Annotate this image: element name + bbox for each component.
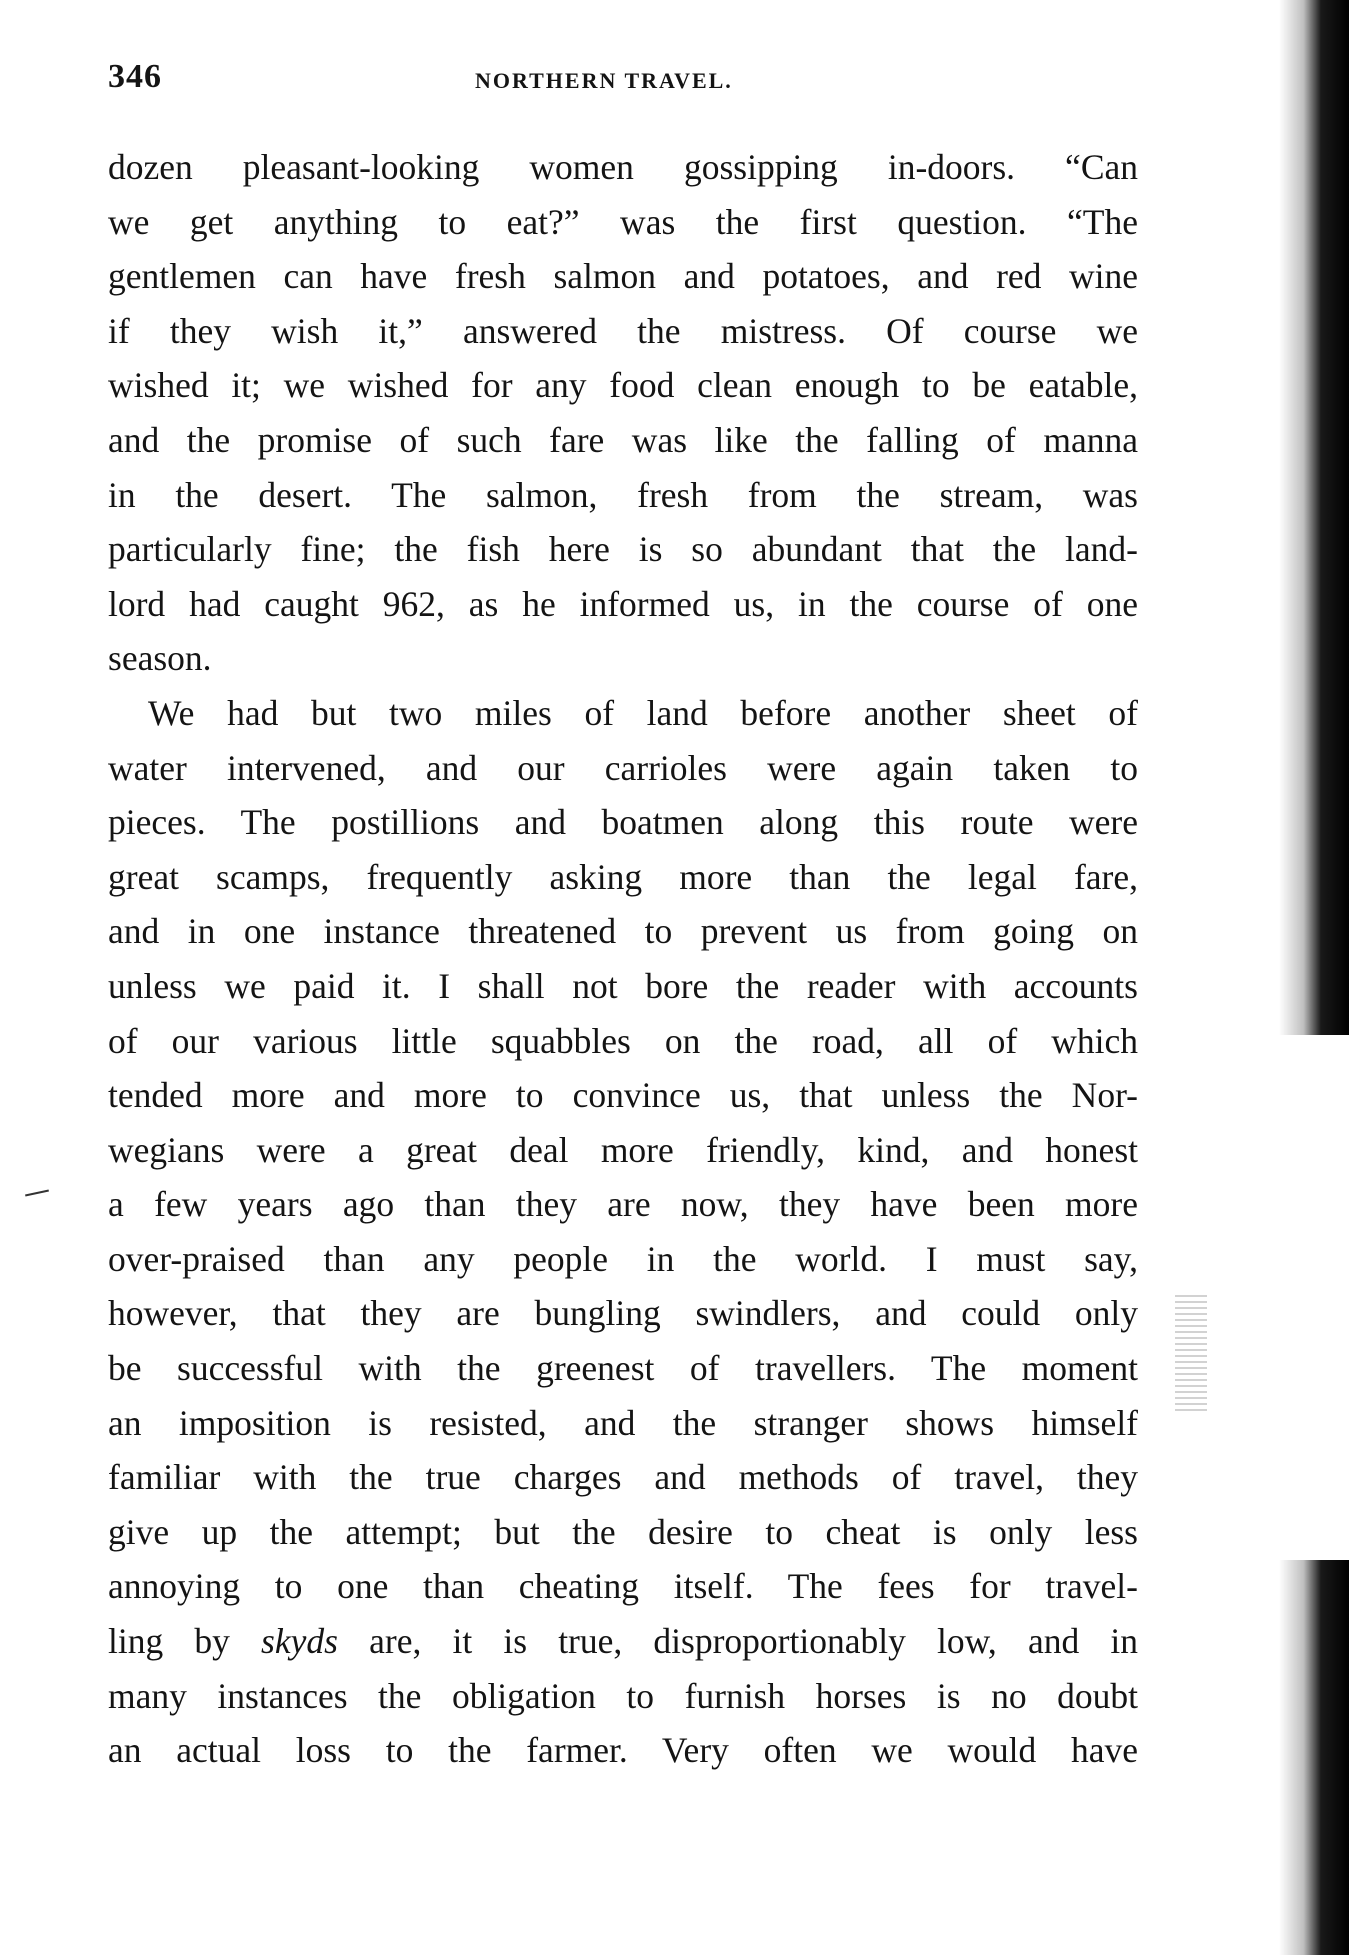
text-line: however, that they are bungling swindlers, and could only bbox=[108, 1293, 1138, 1334]
text-line: and the promise of such fare was like the falling of manna bbox=[108, 419, 1138, 460]
text-line: wegians were a great deal more friendly, kind, and honest bbox=[108, 1129, 1138, 1170]
text-line: wished it; we wished for any food clean enough to be eatable, bbox=[108, 365, 1138, 406]
text-line: we get anything to eat?” was the first question. “The bbox=[108, 201, 1138, 242]
scan-speckle bbox=[1175, 1295, 1207, 1415]
text-line: lord had caught 962, as he informed us, in the course of one bbox=[108, 583, 1138, 624]
text-line: and in one instance threatened to prevent us from going on bbox=[108, 911, 1138, 952]
italic-term-skyds: skyds bbox=[261, 1621, 338, 1662]
scan-shadow-edge-upper bbox=[1279, 0, 1349, 1035]
text-line: over-praised than any people in the world. I must say, bbox=[108, 1238, 1138, 1279]
paragraph-end-line: season. bbox=[108, 638, 212, 679]
body-text bbox=[108, 140, 1138, 1778]
text-line: be successful with the greenest of travellers. The moment bbox=[108, 1348, 1138, 1389]
text-line: tended more and more to convince us, that unless the Nor- bbox=[108, 1075, 1138, 1116]
text-line: great scamps, frequently asking more than the legal fare, bbox=[108, 856, 1138, 897]
paragraph-start-line: We had but two miles of land before another sheet of bbox=[148, 692, 1138, 733]
line-segment: are, it is true, disproportionably low, and in bbox=[337, 1621, 1138, 1662]
text-line: gentlemen can have fresh salmon and potatoes, and red wine bbox=[108, 256, 1138, 297]
page-number: 346 bbox=[108, 58, 162, 95]
text-line: unless we paid it. I shall not bore the reader with accounts bbox=[108, 965, 1138, 1006]
text-line: if they wish it,” answered the mistress. Of course we bbox=[108, 310, 1138, 351]
text-line: of our various little squabbles on the road, all of which bbox=[108, 1020, 1138, 1061]
text-line: pieces. The postillions and boatmen along this route were bbox=[108, 802, 1138, 843]
running-title: NORTHERN TRAVEL. bbox=[475, 68, 733, 93]
text-line: in the desert. The salmon, fresh from the stream, was bbox=[108, 474, 1138, 515]
text-line: water intervened, and our carrioles were again taken to bbox=[108, 747, 1138, 788]
text-line: a few years ago than they are now, they have been more bbox=[108, 1184, 1138, 1225]
text-line: annoying to one than cheating itself. The fees for travel- bbox=[108, 1566, 1138, 1607]
text-line-with-italic bbox=[108, 1614, 1138, 1669]
text-line: give up the attempt; but the desire to cheat is only less bbox=[108, 1511, 1138, 1552]
text-line: particularly fine; the fish here is so abundant that the land- bbox=[108, 529, 1138, 570]
text-line: familiar with the true charges and methods of travel, they bbox=[108, 1457, 1138, 1498]
margin-mark bbox=[25, 1190, 49, 1197]
text-line: an actual loss to the farmer. Very often we would have bbox=[108, 1730, 1138, 1771]
line-segment: ling by bbox=[108, 1621, 262, 1662]
scan-shadow-edge-lower bbox=[1279, 1560, 1349, 1955]
text-line: dozen pleasant-looking women gossipping in-doors. “Can bbox=[108, 147, 1138, 187]
text-line: many instances the obligation to furnish horses is no doubt bbox=[108, 1675, 1138, 1716]
text-line: an imposition is resisted, and the stranger shows himself bbox=[108, 1402, 1138, 1443]
